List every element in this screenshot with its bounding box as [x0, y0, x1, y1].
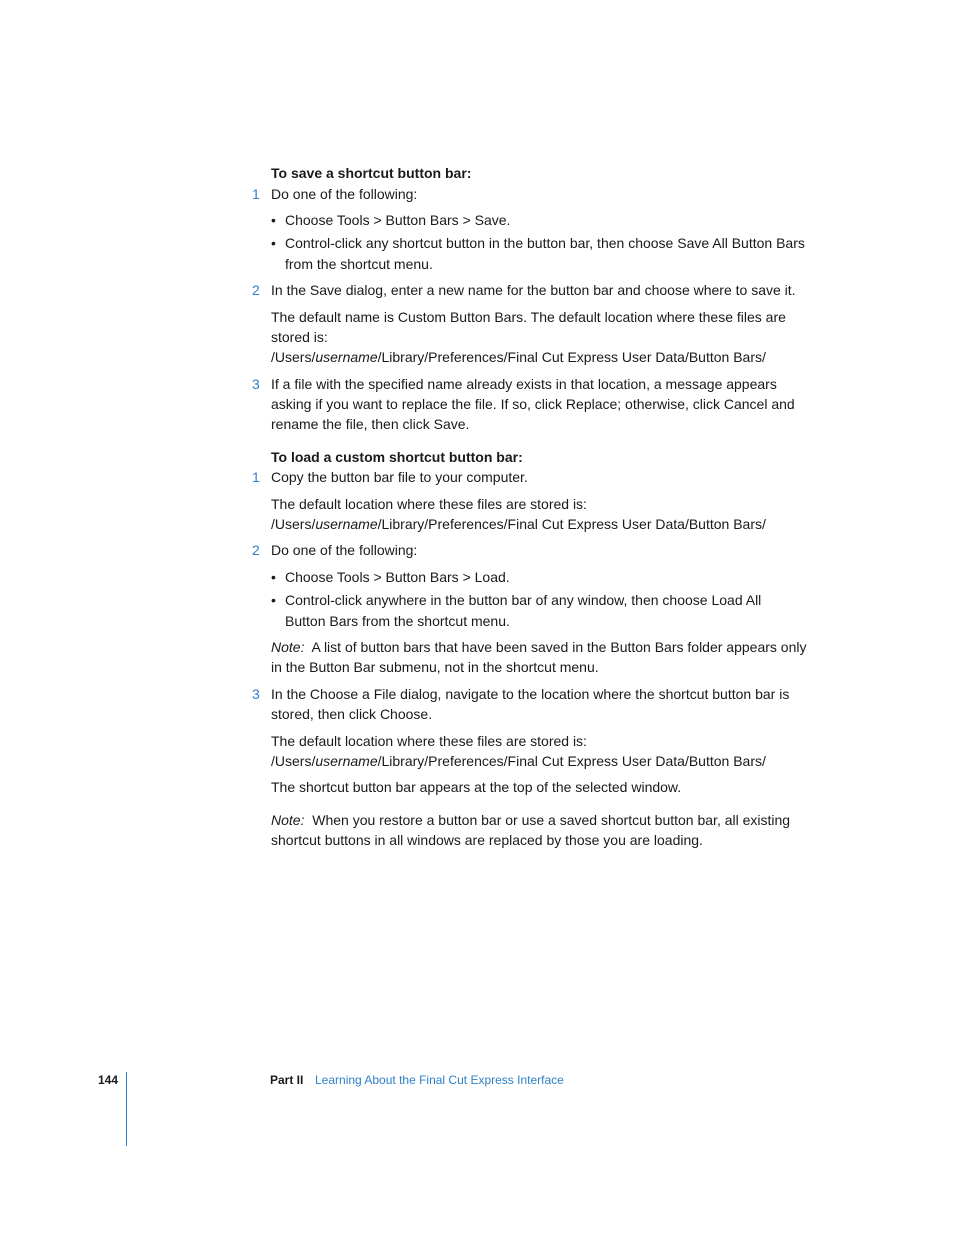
paragraph-line: The default location where these files are stored is:	[271, 733, 587, 749]
bullet-text: Choose Tools > Button Bars > Save.	[285, 212, 511, 228]
load-section-heading: To load a custom shortcut button bar:	[271, 449, 523, 465]
step-number: 1	[252, 469, 260, 485]
step-text: In the Choose a File dialog, navigate to the location where the shortcut button bar is	[271, 686, 790, 702]
step-text: In the Save dialog, enter a new name for the button bar and choose where to save it.	[271, 282, 796, 298]
save-section-heading: To save a shortcut button bar:	[271, 165, 472, 181]
step-number: 3	[252, 376, 260, 392]
paragraph-line: stored is:	[271, 329, 328, 345]
paragraph-line: The default name is Custom Button Bars. The default location where these files are	[271, 309, 786, 325]
note-line: Note: When you restore a button bar or use a saved shortcut button bar, all existing	[271, 812, 791, 828]
note-label: Note:	[271, 639, 305, 655]
note-line: Note: A list of button bars that have been saved in the Button Bars folder appears only	[271, 639, 807, 655]
step-number: 2	[252, 542, 260, 558]
bullet-text: Control-click any shortcut button in the button bar, then choose Save All Button Bars	[285, 235, 805, 251]
file-path: /Users/username/Library/Preferences/Final Cut Express User Data/Button Bars/	[271, 349, 766, 365]
note-line: in the Button Bar submenu, not in the shortcut menu.	[271, 659, 599, 675]
footer-part-label: Part II	[270, 1073, 304, 1087]
file-path: /Users/username/Library/Preferences/Final Cut Express User Data/Button Bars/	[271, 753, 766, 769]
step-text: Copy the button bar file to your computer.	[271, 469, 528, 485]
step-text: If a file with the specified name already exists in that location, a message appears	[271, 376, 777, 392]
bullet-icon: •	[271, 212, 276, 228]
step-text: asking if you want to replace the file. If so, click Replace; otherwise, click Cancel and	[271, 396, 795, 412]
step-number: 3	[252, 686, 260, 702]
bullet-text: Control-click anywhere in the button bar of any window, then choose Load All	[285, 592, 762, 608]
step-text: stored, then click Choose.	[271, 706, 433, 722]
file-path: /Users/username/Library/Preferences/Final Cut Express User Data/Button Bars/	[271, 516, 766, 532]
bullet-text: Button Bars from the shortcut menu.	[285, 613, 510, 629]
note-line: shortcut buttons in all windows are replaced by those you are loading.	[271, 832, 703, 848]
step-text: Do one of the following:	[271, 186, 418, 202]
page-number: 144	[98, 1073, 119, 1087]
bullet-icon: •	[271, 592, 276, 608]
bullet-text: Choose Tools > Button Bars > Load.	[285, 569, 510, 585]
step-text: Do one of the following:	[271, 542, 418, 558]
footer-divider	[126, 1072, 127, 1146]
note-label: Note:	[271, 812, 305, 828]
bullet-icon: •	[271, 235, 276, 251]
footer-part-title: Learning About the Final Cut Express Interface	[315, 1073, 564, 1087]
step-number: 1	[252, 186, 260, 202]
step-number: 2	[252, 282, 260, 298]
bullet-icon: •	[271, 569, 276, 585]
paragraph-line: The shortcut button bar appears at the top of the selected window.	[271, 779, 682, 795]
step-text: rename the file, then click Save.	[271, 416, 470, 432]
bullet-text: from the shortcut menu.	[285, 256, 433, 272]
paragraph-line: The default location where these files are stored is:	[271, 496, 587, 512]
